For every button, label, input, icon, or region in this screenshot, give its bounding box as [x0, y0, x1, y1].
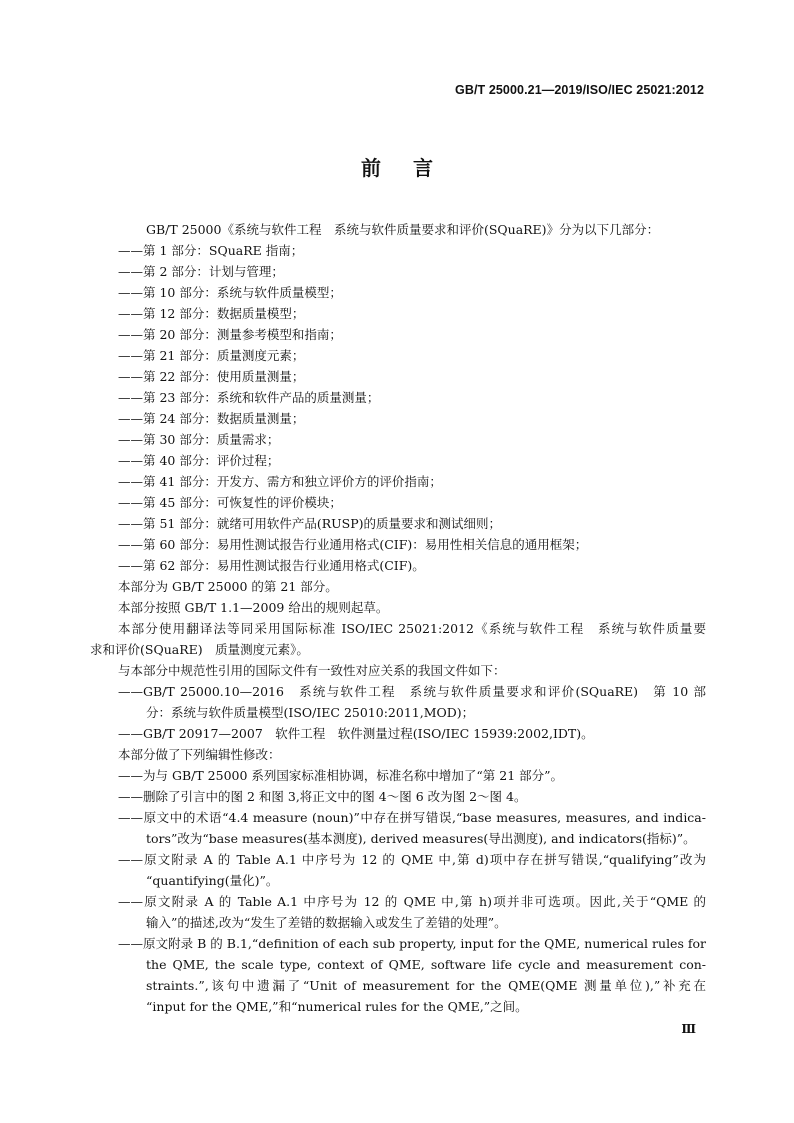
list-item: ——第 45 部分：可恢复性的评价模块；	[118, 495, 342, 510]
list-item: ——原文附录 A 的 Table A.1 中序号为 12 的 QME 中,第 d)项中存在拼写错误,“qualifying”改为	[118, 852, 706, 867]
part21-paragraph: 本部分为 GB/T 25000 的第 21 部分。	[118, 579, 338, 594]
list-item: ——第 41 部分：开发方、需方和独立评价方的评价指南；	[118, 474, 442, 489]
list-item: ——GB/T 20917—2007 软件工程 软件测量过程(ISO/IEC 15939:2002,IDT)。	[118, 726, 594, 741]
list-item: ——第 21 部分：质量测度元素；	[118, 348, 305, 363]
list-item: ——GB/T 25000.10—2016 系统与软件工程 系统与软件质量要求和评价(SQuaRE) 第 10 部	[118, 684, 706, 699]
list-item: ——第 51 部分：就绪可用软件产品(RUSP)的质量要求和测试细则；	[118, 516, 502, 531]
drafting-rules-paragraph: 本部分按照 GB/T 1.1—2009 给出的规则起草。	[118, 600, 389, 615]
parts-list	[118, 240, 706, 576]
standard-number: GB/T 25000.21—2019/ISO/IEC 25021:2012	[455, 83, 704, 97]
list-item: ——第 20 部分：测量参考模型和指南；	[118, 327, 342, 342]
edits-paragraph: 本部分做了下列编辑性修改：	[118, 747, 281, 762]
list-item-continuation: 分：系统与软件质量模型(ISO/IEC 25010:2011,MOD)；	[146, 705, 475, 720]
list-item: ——删除了引言中的图 2 和图 3,将正文中的图 4～图 6 改为图 2～图 4。	[118, 789, 527, 804]
paragraph-line: 本部分使用翻译法等同采用国际标准 ISO/IEC 25021:2012《系统与软件工程 系统与软件质量要	[118, 621, 706, 636]
list-item-continuation: the QME, the scale type, context of QME, software life cycle and measurement con-	[146, 957, 706, 972]
list-item: ——第 2 部分：计划与管理；	[118, 264, 284, 279]
list-item: ——第 10 部分：系统与软件质量模型；	[118, 285, 342, 300]
list-item: ——原文附录 A 的 Table A.1 中序号为 12 的 QME 中,第 h)项并非可选项。因此,关于“QME 的	[118, 894, 706, 909]
list-item: ——原文附录 B 的 B.1,“definition of each sub property, input for the QME, numerical rules for	[118, 936, 706, 951]
intro-paragraph: GB/T 25000《系统与软件工程 系统与软件质量要求和评价(SQuaRE)》分为以下几部分：	[146, 222, 660, 237]
page-number: Ⅲ	[681, 1022, 696, 1036]
list-item: ——第 12 部分：数据质量模型；	[118, 306, 305, 321]
translation-paragraph	[90, 618, 706, 660]
list-item-continuation: 输入”的描述,改为“发生了差错的数据输入或发生了差错的处理”。	[146, 915, 507, 930]
page-title: 前言	[361, 156, 465, 180]
list-item: ——原文中的术语“4.4 measure (noun)”中存在拼写错误,“base measures, measures, and indica-	[118, 810, 706, 825]
consistency-list	[118, 681, 706, 744]
paragraph-line: 求和评价(SQuaRE) 质量测度元素》。	[90, 642, 309, 657]
list-item: ——第 60 部分：易用性测试报告行业通用格式(CIF)：易用性相关信息的通用框架；	[118, 537, 588, 552]
consistency-paragraph: 与本部分中规范性引用的国际文件有一致性对应关系的我国文件如下：	[118, 663, 506, 678]
list-item: ——第 22 部分：使用质量测量；	[118, 369, 305, 384]
list-item-continuation: straints.”,该句中遗漏了“Unit of measurement for the QME(QME 测量单位),”补充在	[146, 978, 706, 993]
list-item-continuation: “input for the QME,”和“numerical rules for the QME,”之间。	[146, 999, 528, 1014]
edits-list	[118, 765, 706, 1017]
list-item: ——第 1 部分：SQuaRE 指南；	[118, 243, 304, 258]
list-item: ——第 24 部分：数据质量测量；	[118, 411, 305, 426]
list-item-continuation: “quantifying(量化)”。	[146, 873, 279, 888]
list-item: ——第 23 部分：系统和软件产品的质量测量；	[118, 390, 380, 405]
list-item: ——第 30 部分：质量需求；	[118, 432, 280, 447]
list-item: ——第 40 部分：评价过程；	[118, 453, 280, 468]
list-item: ——第 62 部分：易用性测试报告行业通用格式(CIF)。	[118, 558, 425, 573]
list-item-continuation: tors”改为“base measures(基本测度), derived measures(导出测度), and indicators(指标)”。	[146, 831, 696, 846]
foreword-body	[90, 219, 706, 1017]
list-item: ——为与 GB/T 25000 系列国家标准相协调，标准名称中增加了“第 21 部分”。	[118, 768, 564, 783]
